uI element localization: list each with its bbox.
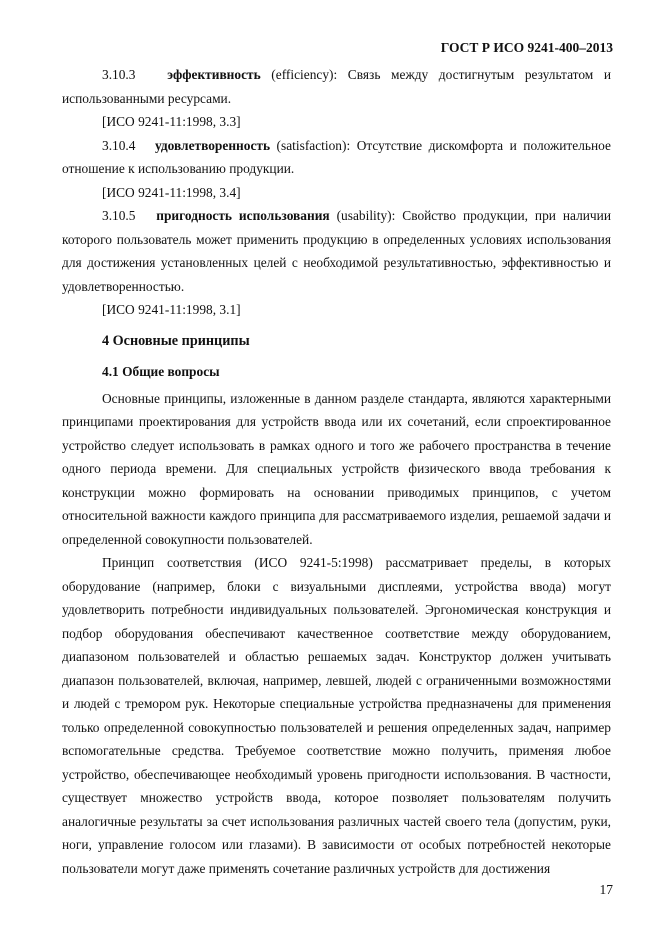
definition-3-10-3 <box>62 63 611 110</box>
body-paragraph: Принцип соответствия (ИСО 9241-5:1998) рассматривает пределы, в которых оборудование (например, блоки с визуальными дисплеями, устройства ввода) могут удовлетворить потребности индивидуальных пользователей. Эргономическая конструкция и подбор оборудования обеспечивают качественное соответствие между оборудованием, диапазоном пользователей и областью решаемых задач. Конструктор должен учитывать диапазон пользователей, включая, например, левшей, людей с ограниченными возможностями и людей с тремором рук. Некоторые специальные устройства предназначены для применения только определенной совокупностью пользователей и решения определенных задач, например вспомогательные средства. Требуемое соответствие можно получить, применяя любое устройство, обеспечивающее необходимый уровень пригодности использования. В частности, существует множество устройств ввода, которое позволяет пользователям получить аналогичные результаты за счет использования различных частей своего тела (допустим, руки, ноги, управление голосом или глазами). В зависимости от особых потребностей некоторые пользователи могут даже применять сочетание различных устройств для достижения <box>62 555 611 876</box>
definition-reference: [ИСО 9241-11:1998, 3.3] <box>102 114 241 129</box>
page-number: 17 <box>599 882 613 897</box>
definition-reference: [ИСО 9241-11:1998, 3.1] <box>102 302 241 317</box>
definition-text: (usability): Свойство продукции, при наличии которого пользователь может применить продукцию в определенных условиях использования для достижения установленных целей с необходимой результативностью, эффективностью и удовлетворенностью. <box>62 208 611 294</box>
definition-number: 3.10.4 <box>102 137 136 153</box>
definition-text: (satisfaction): Отсутствие дискомфорта и положительное отношение к использованию продукции. <box>62 137 611 176</box>
document-body <box>62 63 611 880</box>
definition-reference: [ИСО 9241-11:1998, 3.4] <box>102 184 241 200</box>
standard-header: ГОСТ Р ИСО 9241-400–2013 <box>440 40 613 55</box>
section-heading: 4 Основные принципы <box>102 332 250 349</box>
definition-term: удовлетворенность <box>155 137 271 153</box>
definition-3-10-5 <box>62 204 611 298</box>
definition-number: 3.10.3 <box>102 67 136 82</box>
definition-term: эффективность <box>167 67 261 82</box>
definition-3-10-4 <box>62 134 611 181</box>
body-paragraph: Основные принципы, изложенные в данном разделе стандарта, являются характерными принципами проектирования для устройств ввода или их сочетаний, если спроектированное устройство следует использовать в рамках одного и того же рабочего пространства в течение одного периода времени. Для специальных устройств физического ввода требования к конструкции можно формировать на основании приводимых принципов, с учетом относительной важности каждого принципа для рассматриваемого изделия, решаемой задачи и определенной совокупности пользователей. <box>62 390 611 547</box>
definition-number: 3.10.5 <box>102 208 136 223</box>
subsection-heading: 4.1 Общие вопросы <box>102 364 220 379</box>
definition-term: пригодность использования <box>156 208 330 223</box>
definition-text: (efficiency): Связь между достигнутым результатом и использованными ресурсами. <box>62 67 612 106</box>
